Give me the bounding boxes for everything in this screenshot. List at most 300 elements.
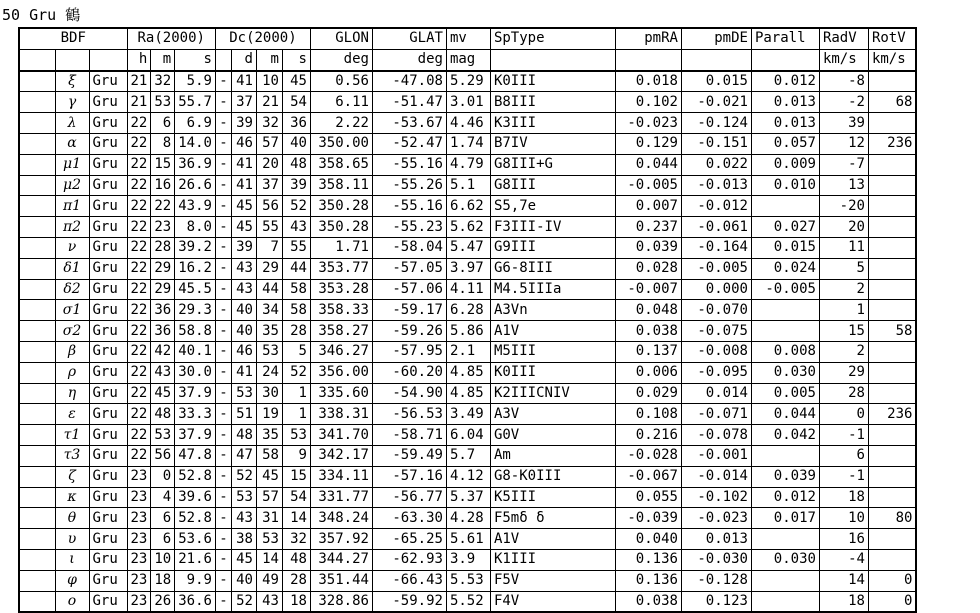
dec-seconds-cell: 14: [282, 508, 310, 529]
ra-hours-cell: 23: [127, 529, 151, 550]
pmde-cell: -0.014: [681, 466, 751, 487]
bayer-cell: λ: [55, 113, 89, 134]
index-cell: [19, 133, 55, 154]
glon-cell: 6.11: [310, 92, 372, 113]
dec-sign-cell: -: [215, 549, 231, 570]
pmra-cell: 0.044: [615, 154, 681, 175]
dec-sign-cell: -: [215, 425, 231, 446]
parallax-cell: 0.012: [751, 71, 819, 92]
index-cell: [19, 217, 55, 238]
dec-degrees-cell: 52: [231, 466, 256, 487]
dec-minutes-cell: 44: [256, 279, 282, 300]
glon-cell: 334.11: [310, 466, 372, 487]
table-row: [19, 362, 916, 383]
dec-seconds-cell: 54: [282, 92, 310, 113]
dec-seconds-cell: 28: [282, 570, 310, 591]
pmra-cell: -0.028: [615, 445, 681, 466]
dec-seconds-cell: 1: [282, 404, 310, 425]
constellation-cell: Gru: [89, 71, 127, 92]
sptype-cell: K2IIICNIV: [490, 383, 615, 404]
constellation-cell: Gru: [89, 466, 127, 487]
pmra-cell: 0.137: [615, 341, 681, 362]
index-cell: [19, 71, 55, 92]
ra-hours-cell: 23: [127, 570, 151, 591]
dec-seconds-cell: 40: [282, 133, 310, 154]
dec-degrees-cell: 41: [231, 71, 256, 92]
glon-cell: 338.31: [310, 404, 372, 425]
ra-hours-cell: 23: [127, 508, 151, 529]
pmde-cell: -0.070: [681, 300, 751, 321]
pmde-cell: 0.000: [681, 279, 751, 300]
magnitude-cell: 4.11: [446, 279, 490, 300]
rotv-cell: [868, 466, 916, 487]
rotv-cell: [868, 154, 916, 175]
dec-minutes-cell: 14: [256, 549, 282, 570]
ra-hours-cell: 22: [127, 404, 151, 425]
radv-cell: 0: [819, 404, 868, 425]
sptype-cell: G6-8III: [490, 258, 615, 279]
pmde-cell: -0.005: [681, 258, 751, 279]
bayer-cell: ρ: [55, 362, 89, 383]
glon-cell: 351.44: [310, 570, 372, 591]
pmde-cell: -0.013: [681, 175, 751, 196]
glon-cell: 341.70: [310, 425, 372, 446]
dec-minutes-cell: 57: [256, 487, 282, 508]
radv-cell: -20: [819, 196, 868, 217]
constellation-cell: Gru: [89, 425, 127, 446]
pmra-cell: 0.102: [615, 92, 681, 113]
index-cell: [19, 279, 55, 300]
constellation-cell: Gru: [89, 341, 127, 362]
index-cell: [19, 425, 55, 446]
pmde-cell: -0.128: [681, 570, 751, 591]
magnitude-cell: 4.85: [446, 383, 490, 404]
glat-cell: -57.16: [372, 466, 446, 487]
table-row: [19, 300, 916, 321]
magnitude-cell: 4.12: [446, 466, 490, 487]
unit-ds: s: [282, 49, 310, 70]
parallax-cell: 0.005: [751, 383, 819, 404]
pmra-cell: 0.040: [615, 529, 681, 550]
index-cell: [19, 508, 55, 529]
pmde-cell: -0.012: [681, 196, 751, 217]
radv-cell: 16: [819, 529, 868, 550]
bayer-cell: ε: [55, 404, 89, 425]
glat-cell: -58.71: [372, 425, 446, 446]
ra-minutes-cell: 4: [151, 487, 175, 508]
col-header-glat: GLAT: [372, 28, 446, 49]
ra-seconds-cell: 45.5: [175, 279, 216, 300]
glat-cell: -52.47: [372, 133, 446, 154]
dec-minutes-cell: 53: [256, 529, 282, 550]
dec-degrees-cell: 41: [231, 362, 256, 383]
parallax-cell: 0.008: [751, 341, 819, 362]
pmra-cell: 0.129: [615, 133, 681, 154]
dec-degrees-cell: 45: [231, 217, 256, 238]
rotv-cell: [868, 300, 916, 321]
dec-minutes-cell: 53: [256, 341, 282, 362]
bayer-cell: κ: [55, 487, 89, 508]
table-row: [19, 570, 916, 591]
ra-seconds-cell: 58.8: [175, 321, 216, 342]
pmra-cell: 0.038: [615, 321, 681, 342]
pmra-cell: 0.029: [615, 383, 681, 404]
dec-sign-cell: -: [215, 154, 231, 175]
star-catalog-table: [18, 27, 917, 613]
col-header-bdf: BDF: [19, 28, 127, 49]
ra-hours-cell: 22: [127, 425, 151, 446]
index-cell: [19, 92, 55, 113]
magnitude-cell: 5.61: [446, 529, 490, 550]
ra-seconds-cell: 6.9: [175, 113, 216, 134]
dec-sign-cell: -: [215, 113, 231, 134]
bayer-cell: τ1: [55, 425, 89, 446]
parallax-cell: 0.024: [751, 258, 819, 279]
sptype-cell: G9III: [490, 237, 615, 258]
parallax-cell: 0.012: [751, 487, 819, 508]
table-row: [19, 154, 916, 175]
dec-sign-cell: -: [215, 71, 231, 92]
ra-hours-cell: 22: [127, 321, 151, 342]
dec-seconds-cell: 18: [282, 591, 310, 612]
dec-sign-cell: -: [215, 133, 231, 154]
glat-cell: -59.26: [372, 321, 446, 342]
parallax-cell: 0.027: [751, 217, 819, 238]
dec-seconds-cell: 15: [282, 466, 310, 487]
ra-seconds-cell: 53.6: [175, 529, 216, 550]
sptype-cell: K5III: [490, 487, 615, 508]
pmde-cell: -0.078: [681, 425, 751, 446]
magnitude-cell: 5.37: [446, 487, 490, 508]
pmra-cell: 0.108: [615, 404, 681, 425]
pmde-cell: -0.001: [681, 445, 751, 466]
pmde-cell: 0.022: [681, 154, 751, 175]
ra-seconds-cell: 33.3: [175, 404, 216, 425]
pmra-cell: 0.006: [615, 362, 681, 383]
bayer-cell: η: [55, 383, 89, 404]
radv-cell: -1: [819, 425, 868, 446]
ra-hours-cell: 22: [127, 258, 151, 279]
parallax-cell: [751, 529, 819, 550]
constellation-cell: Gru: [89, 549, 127, 570]
bayer-cell: π1: [55, 196, 89, 217]
index-cell: [19, 237, 55, 258]
index-cell: [19, 321, 55, 342]
pmde-cell: -0.008: [681, 341, 751, 362]
radv-cell: 6: [819, 445, 868, 466]
pmra-cell: 0.136: [615, 549, 681, 570]
bayer-cell: δ2: [55, 279, 89, 300]
glat-cell: -59.49: [372, 445, 446, 466]
dec-degrees-cell: 43: [231, 508, 256, 529]
constellation-cell: Gru: [89, 404, 127, 425]
constellation-cell: Gru: [89, 362, 127, 383]
dec-sign-cell: -: [215, 92, 231, 113]
pmde-cell: -0.075: [681, 321, 751, 342]
ra-seconds-cell: 30.0: [175, 362, 216, 383]
glat-cell: -51.47: [372, 92, 446, 113]
dec-degrees-cell: 39: [231, 113, 256, 134]
pmde-cell: -0.021: [681, 92, 751, 113]
rotv-cell: 68: [868, 92, 916, 113]
parallax-cell: 0.013: [751, 113, 819, 134]
index-cell: [19, 404, 55, 425]
glon-cell: 335.60: [310, 383, 372, 404]
glat-cell: -57.95: [372, 341, 446, 362]
parallax-cell: 0.010: [751, 175, 819, 196]
sptype-cell: G8III+G: [490, 154, 615, 175]
parallax-cell: [751, 591, 819, 612]
magnitude-cell: 5.52: [446, 591, 490, 612]
pmra-cell: 0.038: [615, 591, 681, 612]
bayer-cell: ν: [55, 237, 89, 258]
bayer-cell: τ3: [55, 445, 89, 466]
ra-seconds-cell: 40.1: [175, 341, 216, 362]
pmde-cell: 0.015: [681, 71, 751, 92]
dec-seconds-cell: 5: [282, 341, 310, 362]
radv-cell: 11: [819, 237, 868, 258]
dec-degrees-cell: 39: [231, 237, 256, 258]
magnitude-cell: 5.29: [446, 71, 490, 92]
dec-degrees-cell: 48: [231, 425, 256, 446]
table-row: [19, 217, 916, 238]
unit-rotv: km/s: [868, 49, 916, 70]
parallax-cell: [751, 321, 819, 342]
table-row: [19, 133, 916, 154]
col-header-parall: Parall: [751, 28, 819, 49]
pmde-cell: -0.030: [681, 549, 751, 570]
constellation-cell: Gru: [89, 154, 127, 175]
table-row: [19, 341, 916, 362]
pmra-cell: 0.055: [615, 487, 681, 508]
constellation-cell: Gru: [89, 383, 127, 404]
glon-cell: 356.00: [310, 362, 372, 383]
pmra-cell: 0.007: [615, 196, 681, 217]
radv-cell: 14: [819, 570, 868, 591]
rotv-cell: 236: [868, 404, 916, 425]
rotv-cell: 0: [868, 591, 916, 612]
dec-seconds-cell: 58: [282, 279, 310, 300]
magnitude-cell: 6.62: [446, 196, 490, 217]
glon-cell: 328.86: [310, 591, 372, 612]
constellation-cell: Gru: [89, 529, 127, 550]
dec-degrees-cell: 45: [231, 549, 256, 570]
ra-minutes-cell: 15: [151, 154, 175, 175]
bayer-cell: ι: [55, 549, 89, 570]
dec-sign-cell: -: [215, 466, 231, 487]
glat-cell: -66.43: [372, 570, 446, 591]
sptype-cell: K0III: [490, 362, 615, 383]
dec-seconds-cell: 36: [282, 113, 310, 134]
rotv-cell: [868, 258, 916, 279]
constellation-cell: Gru: [89, 591, 127, 612]
magnitude-cell: 4.28: [446, 508, 490, 529]
ra-hours-cell: 22: [127, 383, 151, 404]
dec-seconds-cell: 9: [282, 445, 310, 466]
glat-cell: -56.53: [372, 404, 446, 425]
ra-seconds-cell: 47.8: [175, 445, 216, 466]
radv-cell: 5: [819, 258, 868, 279]
pmra-cell: -0.067: [615, 466, 681, 487]
constellation-cell: Gru: [89, 196, 127, 217]
index-cell: [19, 487, 55, 508]
index-cell: [19, 445, 55, 466]
ra-hours-cell: 23: [127, 487, 151, 508]
glat-cell: -63.30: [372, 508, 446, 529]
bayer-cell: σ2: [55, 321, 89, 342]
page-title: 50 Gru 鶴: [2, 6, 81, 24]
col-header-glon: GLON: [310, 28, 372, 49]
dec-sign-cell: -: [215, 217, 231, 238]
ra-hours-cell: 23: [127, 466, 151, 487]
bayer-cell: μ1: [55, 154, 89, 175]
glat-cell: -60.20: [372, 362, 446, 383]
bayer-cell: π2: [55, 217, 89, 238]
rotv-cell: 58: [868, 321, 916, 342]
constellation-cell: Gru: [89, 279, 127, 300]
index-cell: [19, 258, 55, 279]
parallax-cell: [751, 570, 819, 591]
dec-degrees-cell: 46: [231, 133, 256, 154]
sptype-cell: G8-K0III: [490, 466, 615, 487]
ra-seconds-cell: 39.6: [175, 487, 216, 508]
ra-minutes-cell: 28: [151, 237, 175, 258]
bayer-cell: δ1: [55, 258, 89, 279]
unit-empty: [215, 49, 231, 70]
radv-cell: -4: [819, 549, 868, 570]
constellation-cell: Gru: [89, 445, 127, 466]
unit-glat: deg: [372, 49, 446, 70]
index-cell: [19, 300, 55, 321]
dec-degrees-cell: 53: [231, 487, 256, 508]
sptype-cell: F5mδ δ: [490, 508, 615, 529]
dec-sign-cell: -: [215, 508, 231, 529]
table-row: [19, 487, 916, 508]
ra-minutes-cell: 8: [151, 133, 175, 154]
unit-dm: m: [256, 49, 282, 70]
glat-cell: -55.16: [372, 196, 446, 217]
pmde-cell: -0.102: [681, 487, 751, 508]
constellation-cell: Gru: [89, 237, 127, 258]
dec-degrees-cell: 52: [231, 591, 256, 612]
dec-seconds-cell: 44: [282, 258, 310, 279]
dec-seconds-cell: 45: [282, 71, 310, 92]
table-row: [19, 196, 916, 217]
col-header-radv: RadV: [819, 28, 868, 49]
magnitude-cell: 5.47: [446, 237, 490, 258]
radv-cell: 29: [819, 362, 868, 383]
pmde-cell: 0.123: [681, 591, 751, 612]
radv-cell: 18: [819, 487, 868, 508]
pmra-cell: -0.007: [615, 279, 681, 300]
index-cell: [19, 383, 55, 404]
ra-hours-cell: 22: [127, 279, 151, 300]
units-row: [19, 49, 916, 70]
dec-seconds-cell: 48: [282, 549, 310, 570]
glon-cell: 348.24: [310, 508, 372, 529]
ra-seconds-cell: 36.6: [175, 591, 216, 612]
pmra-cell: 0.028: [615, 258, 681, 279]
sptype-cell: G0V: [490, 425, 615, 446]
glon-cell: 358.65: [310, 154, 372, 175]
ra-minutes-cell: 53: [151, 92, 175, 113]
magnitude-cell: 5.86: [446, 321, 490, 342]
radv-cell: -1: [819, 466, 868, 487]
dec-degrees-cell: 40: [231, 570, 256, 591]
index-cell: [19, 591, 55, 612]
dec-sign-cell: -: [215, 529, 231, 550]
dec-sign-cell: -: [215, 175, 231, 196]
ra-minutes-cell: 16: [151, 175, 175, 196]
dec-minutes-cell: 7: [256, 237, 282, 258]
col-header-dc: Dc(2000): [215, 28, 310, 49]
ra-minutes-cell: 53: [151, 425, 175, 446]
table-row: [19, 508, 916, 529]
sptype-cell: K3III: [490, 113, 615, 134]
parallax-cell: 0.015: [751, 237, 819, 258]
table-row: [19, 529, 916, 550]
constellation-cell: Gru: [89, 258, 127, 279]
magnitude-cell: 5.7: [446, 445, 490, 466]
dec-degrees-cell: 38: [231, 529, 256, 550]
ra-minutes-cell: 26: [151, 591, 175, 612]
sptype-cell: A3V: [490, 404, 615, 425]
col-header-sptype: SpType: [490, 28, 615, 49]
magnitude-cell: 3.9: [446, 549, 490, 570]
dec-seconds-cell: 32: [282, 529, 310, 550]
pmde-cell: -0.095: [681, 362, 751, 383]
radv-cell: 13: [819, 175, 868, 196]
dec-minutes-cell: 29: [256, 258, 282, 279]
pmra-cell: -0.039: [615, 508, 681, 529]
table-row: [19, 113, 916, 134]
ra-minutes-cell: 48: [151, 404, 175, 425]
dec-degrees-cell: 41: [231, 154, 256, 175]
radv-cell: 15: [819, 321, 868, 342]
dec-degrees-cell: 45: [231, 196, 256, 217]
dec-minutes-cell: 20: [256, 154, 282, 175]
glat-cell: -53.67: [372, 113, 446, 134]
radv-cell: 28: [819, 383, 868, 404]
dec-sign-cell: -: [215, 258, 231, 279]
index-cell: [19, 113, 55, 134]
dec-minutes-cell: 34: [256, 300, 282, 321]
table-row: [19, 383, 916, 404]
glon-cell: 342.17: [310, 445, 372, 466]
sptype-cell: F3III-IV: [490, 217, 615, 238]
ra-minutes-cell: 45: [151, 383, 175, 404]
dec-sign-cell: -: [215, 404, 231, 425]
rotv-cell: [868, 549, 916, 570]
unit-s: s: [175, 49, 216, 70]
radv-cell: 18: [819, 591, 868, 612]
pmde-cell: 0.014: [681, 383, 751, 404]
dec-sign-cell: -: [215, 487, 231, 508]
ra-minutes-cell: 42: [151, 341, 175, 362]
rotv-cell: 80: [868, 508, 916, 529]
constellation-cell: Gru: [89, 113, 127, 134]
ra-seconds-cell: 5.9: [175, 71, 216, 92]
dec-degrees-cell: 53: [231, 383, 256, 404]
sptype-cell: A3Vn: [490, 300, 615, 321]
pmde-cell: -0.023: [681, 508, 751, 529]
ra-minutes-cell: 0: [151, 466, 175, 487]
glon-cell: 346.27: [310, 341, 372, 362]
glon-cell: 353.28: [310, 279, 372, 300]
ra-minutes-cell: 18: [151, 570, 175, 591]
ra-minutes-cell: 6: [151, 508, 175, 529]
sptype-cell: F5V: [490, 570, 615, 591]
